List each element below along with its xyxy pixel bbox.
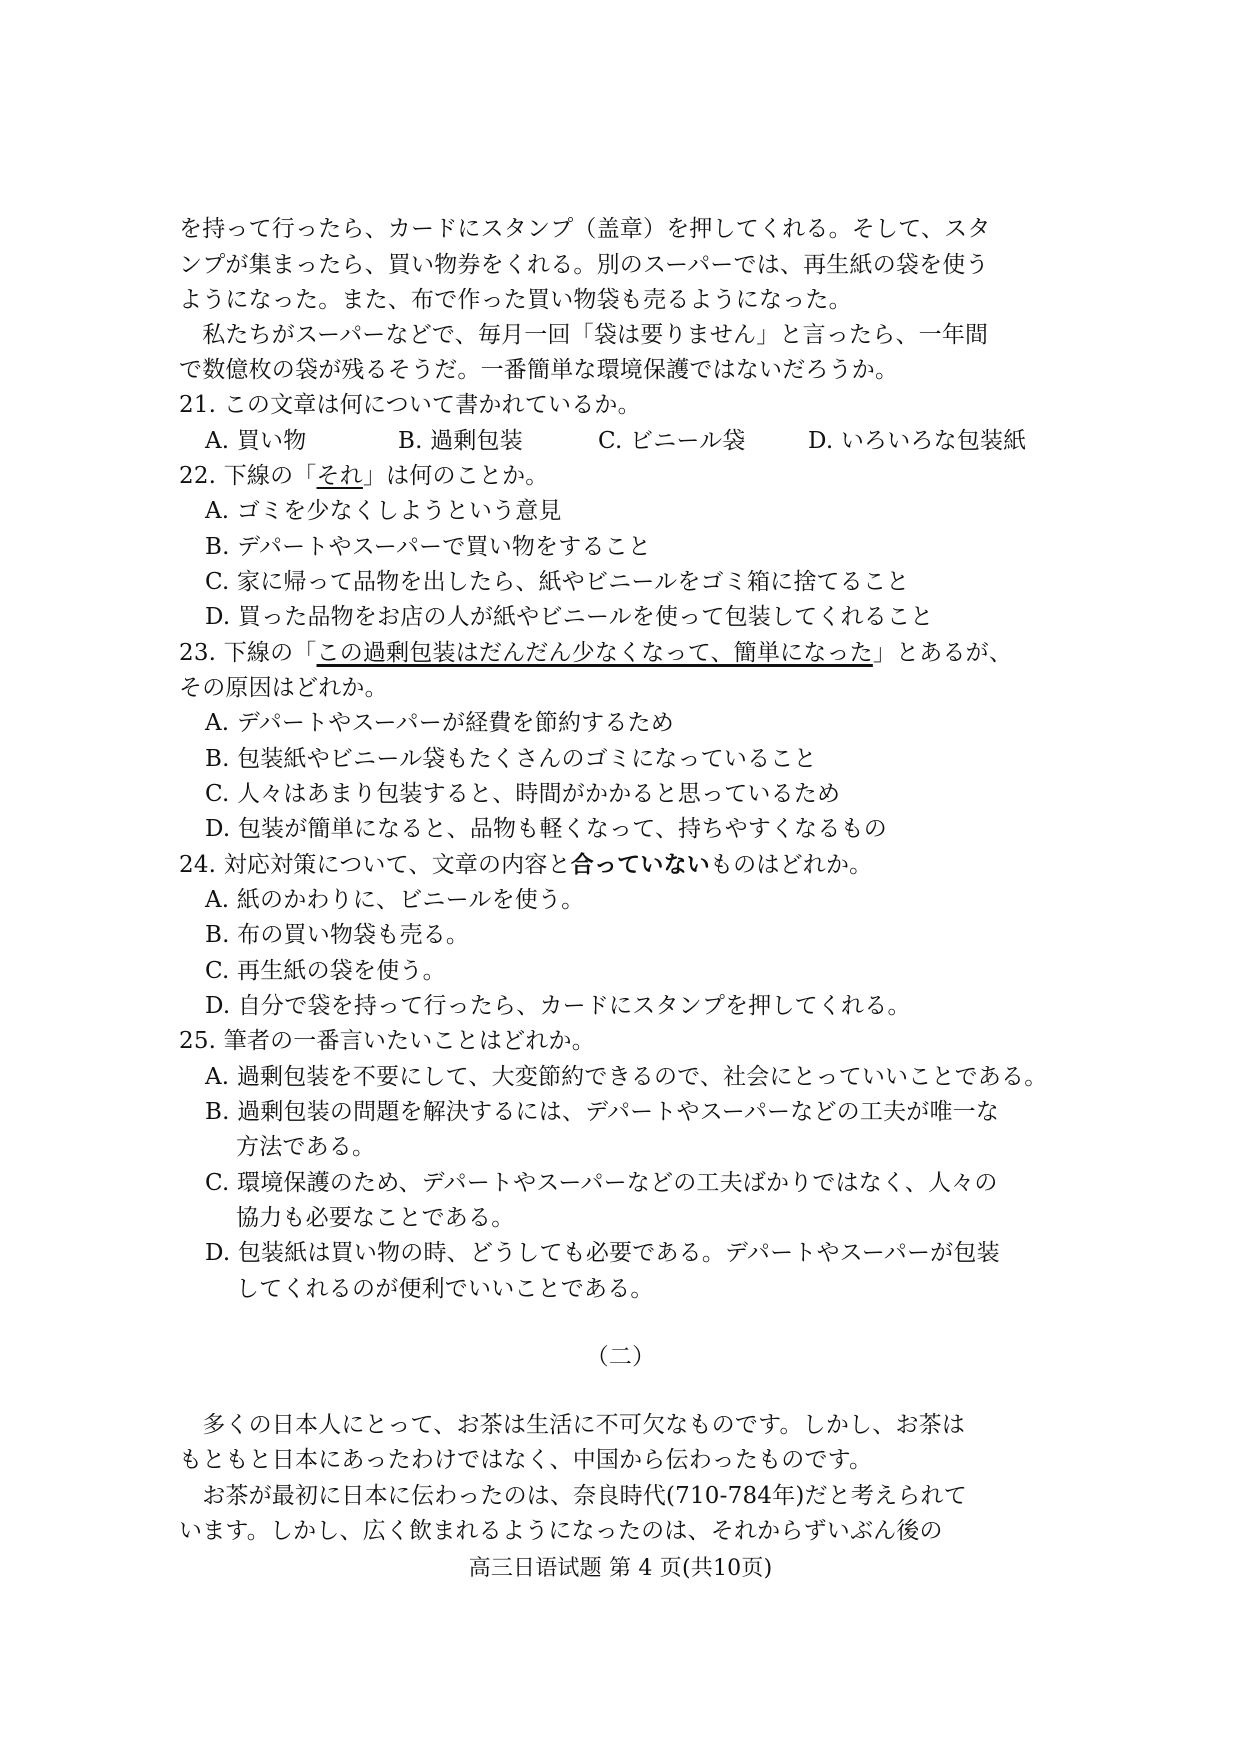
passage-line: ンプが集まったら、買い物券をくれる。別のスーパーでは、再生紙の袋を使う (179, 252, 989, 278)
section-heading: （二） (585, 1344, 656, 1370)
q23-option-d: D. 包装が簡単になると、品物も軽くなって、持ちやすくなるもの (205, 816, 887, 842)
passage-line: で数億枚の袋が残るそうだ。一番簡単な環境保護ではないだろうか。 (179, 357, 899, 383)
q23-option-c: C. 人々はあまり包装すると、時間がかかると思っているため (205, 781, 841, 807)
q21-option-d: D. いろいろな包装紙 (808, 428, 1027, 454)
q25-option-c: C. 環境保護のため、デパートやスーパーなどの工夫ばかりではなく、人々の (205, 1170, 998, 1196)
q25-option-d: D. 包装紙は買い物の時、どうしても必要である。デパートやスーパーが包装 (205, 1240, 1000, 1266)
q23-underlined-phrase: この過剰包装はだんだん少なくなって、簡単になった (316, 640, 873, 666)
q22-stem-pre: 22. 下線の「 (179, 463, 317, 489)
q21-option-b: B. 過剰包装 (398, 428, 523, 454)
question-21-options (0, 424, 1241, 458)
q22-option-c: C. 家に帰って品物を出したら、紙やビニールをゴミ箱に捨てること (205, 569, 910, 595)
question-22-stem (0, 459, 1241, 493)
q23-stem-pre: 23. 下線の「 (179, 640, 317, 666)
q24-stem-pre: 24. 対応対策について、文章の内容と (179, 852, 571, 878)
question-23-stem (0, 636, 1241, 670)
page-footer: 高三日语试题 第 4 页(共10页) (468, 1556, 773, 1581)
passage-line: もともと日本にあったわけではなく、中国から伝わったものです。 (179, 1447, 873, 1473)
q22-option-d: D. 買った品物をお店の人が紙やビニールを使って包装してくれること (205, 604, 934, 630)
q25-option-b-cont: 方法である。 (236, 1134, 376, 1160)
passage-line: 多くの日本人にとって、お茶は生活に不可欠なものです。しかし、お茶は (179, 1412, 966, 1438)
q25-option-b: B. 過剰包装の問題を解決するには、デパートやスーパーなどの工夫が唯一な (205, 1099, 1000, 1125)
question-24-stem (0, 848, 1241, 882)
q24-option-b: B. 布の買い物袋も売る。 (205, 922, 470, 948)
q21-option-a: A. 買い物 (205, 428, 307, 454)
q24-option-c: C. 再生紙の袋を使う。 (205, 958, 446, 984)
passage-line: います。しかし、広く飲まれるようになったのは、それからずいぶん後の (179, 1518, 943, 1544)
q22-underlined-word: それ (316, 463, 363, 489)
question-23-stem-cont: その原因はどれか。 (179, 675, 388, 701)
q25-option-c-cont: 協力も必要なことである。 (236, 1205, 515, 1231)
q22-option-a: A. ゴミを少なくしようという意見 (205, 498, 562, 524)
passage-line: 私たちがスーパーなどで、毎月一回「袋は要りません」と言ったら、一年間 (179, 322, 989, 348)
q25-option-a: A. 過剰包装を不要にして、大変節約できるので、社会にとっていいことである。 (205, 1064, 1048, 1090)
passage-line: ようになった。また、布で作った買い物袋も売るようになった。 (179, 287, 852, 313)
q21-option-c: C. ビニール袋 (598, 428, 746, 454)
q22-option-b: B. デパートやスーパーで買い物をすること (205, 534, 652, 560)
q23-stem-post: 」とあるが、 (872, 640, 1013, 666)
q24-option-a: A. 紙のかわりに、ビニールを使う。 (205, 887, 585, 913)
q24-stem-post: ものはどれか。 (709, 852, 873, 878)
question-21-stem: 21. この文章は何について書かれているか。 (179, 392, 641, 418)
q25-option-d-cont: してくれるのが便利でいいことである。 (236, 1276, 654, 1302)
question-25-stem: 25. 筆者の一番言いたいことはどれか。 (179, 1028, 595, 1054)
q24-emphasis: 合っていない (570, 852, 710, 878)
q23-option-a: A. デパートやスーパーが経費を節約するため (205, 710, 674, 736)
passage-line: を持って行ったら、カードにスタンプ（盖章）を押してくれる。そして、スタ (179, 216, 991, 242)
passage-line: お茶が最初に日本に伝わったのは、奈良時代(710-784年)だと考えられて (179, 1483, 967, 1509)
q24-option-d: D. 自分で袋を持って行ったら、カードにスタンプを押してくれる。 (205, 993, 911, 1019)
q23-option-b: B. 包装紙やビニール袋もたくさんのゴミになっていること (205, 746, 817, 772)
q22-stem-post: 」は何のことか。 (362, 463, 549, 489)
